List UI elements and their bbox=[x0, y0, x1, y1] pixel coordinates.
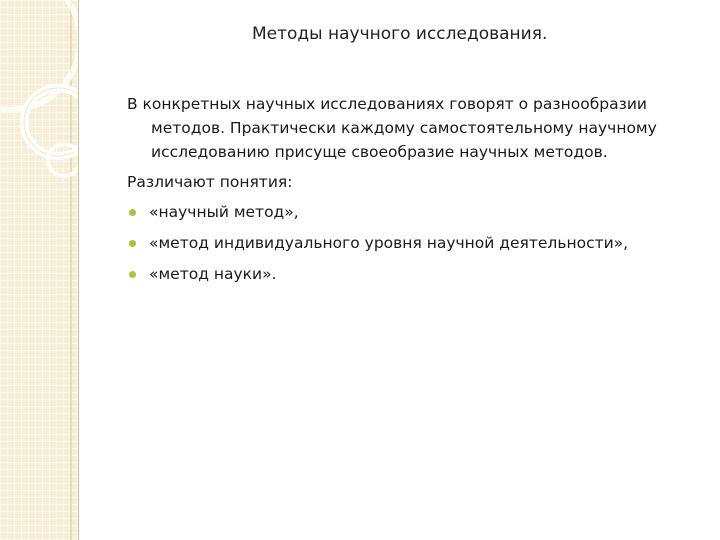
round-bullet-icon bbox=[129, 271, 136, 278]
circle-ornament-icon bbox=[0, 0, 78, 540]
list-item-text: «метод индивидуального уровня научной деятельности», bbox=[149, 234, 629, 252]
list-item bbox=[127, 200, 692, 224]
list-item-text: «научный метод», bbox=[149, 203, 299, 221]
round-bullet-icon bbox=[129, 240, 136, 247]
round-bullet-icon bbox=[129, 209, 136, 216]
intro-paragraph: В конкретных научных исследованиях говорят о разнообразии методов. Практически каждому самостоятельному научному исследованию присуще своеобразие научных методов. bbox=[127, 95, 657, 161]
decorative-side-band bbox=[0, 0, 79, 540]
list-item bbox=[127, 231, 692, 255]
concepts-list bbox=[127, 200, 692, 286]
list-item bbox=[127, 262, 692, 286]
list-item-text: «метод науки». bbox=[149, 265, 277, 283]
distinguish-label: Различают понятия: bbox=[127, 173, 293, 191]
slide-title: Методы научного исследования. bbox=[252, 24, 548, 44]
slide-body bbox=[127, 92, 692, 293]
